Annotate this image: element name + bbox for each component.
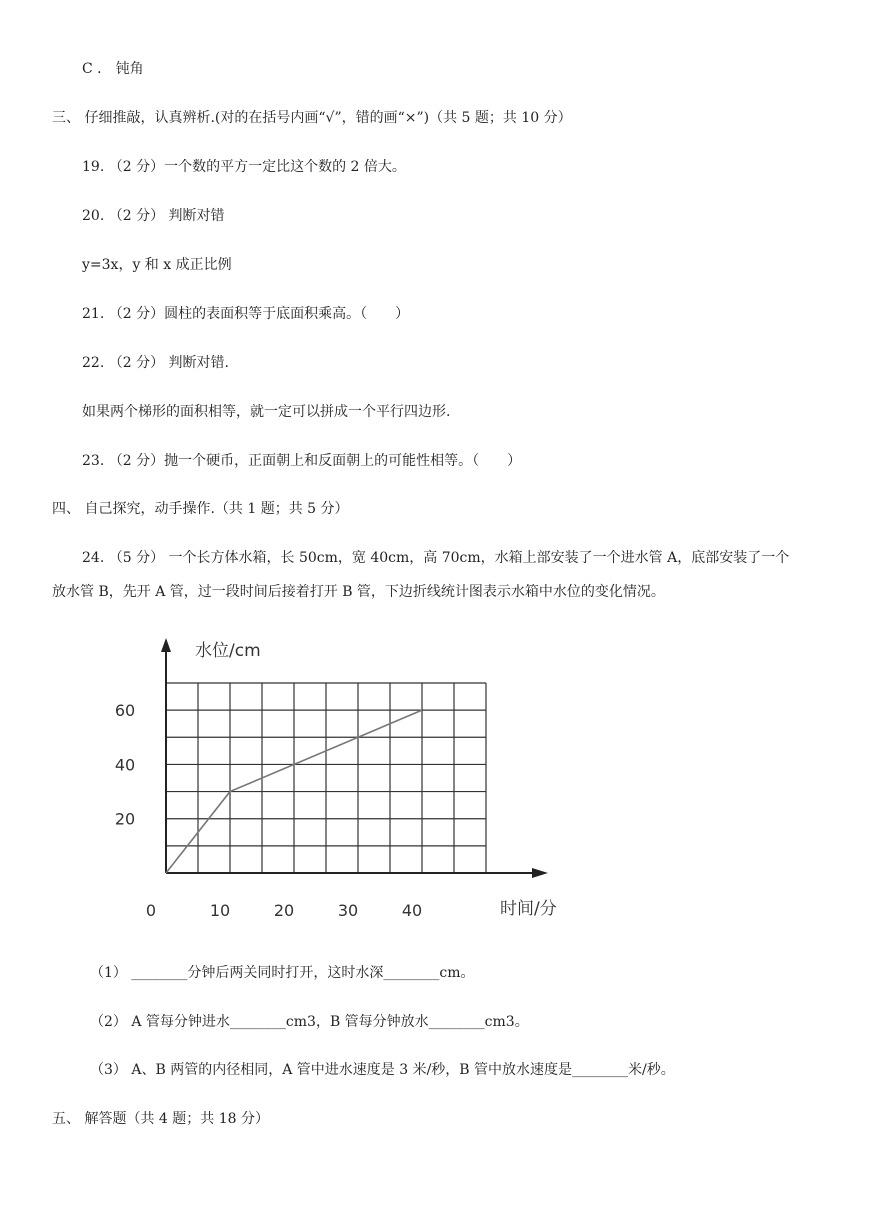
section-4-header: 四、 自己探究，动手操作.（共 1 题；共 5 分） [52, 501, 349, 517]
y-axis-label: 水位/cm [195, 641, 261, 661]
question-23: 23. （2 分）抛一个硬币，正面朝上和反面朝上的可能性相等。（ ） [82, 453, 522, 469]
x-axis-label: 时间/分 [500, 899, 557, 919]
question-20-body: y=3x，y 和 x 成正比例 [82, 257, 232, 273]
water-level-chart [100, 630, 580, 930]
question-24-line-1: 24. （5 分） 一个长方体水箱，长 50cm，宽 40cm，高 70cm，水箱上部安装了一个进水管 A，底部安装了一个 [82, 550, 790, 566]
question-22-body: 如果两个梯形的面积相等，就一定可以拼成一个平行四边形. [82, 404, 451, 420]
sub-question-2: （2） A 管每分钟进水________cm3，B 管每分钟放水________cm3。 [90, 1014, 529, 1030]
y-tick-label: 40 [114, 755, 136, 775]
section-5-header: 五、 解答题（共 4 题；共 18 分） [52, 1111, 269, 1127]
sub-question-1: （1） ________分钟后两关同时打开，这时水深________cm。 [90, 965, 475, 981]
x-tick-label: 40 [401, 901, 423, 920]
question-22: 22. （2 分） 判断对错. [82, 355, 229, 371]
sub-question-3: （3） A、B 两管的内径相同，A 管中进水速度是 3 米/秒，B 管中放水速度是________米/秒。 [90, 1062, 675, 1078]
question-20: 20. （2 分） 判断对错 [82, 208, 225, 224]
section-3-header: 三、 仔细推敲，认真辨析.(对的在括号内画“√”，错的画“×”)（共 5 题；共 10 分） [52, 110, 572, 126]
x-tick-label: 10 [209, 901, 231, 920]
y-tick-label: 60 [114, 701, 136, 721]
water-level-line-chart [100, 630, 580, 930]
x-tick-label: 30 [337, 901, 359, 920]
x-tick-label: 0 [145, 901, 157, 920]
question-21: 21. （2 分）圆柱的表面积等于底面积乘高。（ ） [82, 306, 410, 322]
question-19: 19. （2 分）一个数的平方一定比这个数的 2 倍大。 [82, 159, 406, 175]
option-c: C ． 钝角 [82, 61, 144, 77]
x-axis-arrow-icon [532, 868, 548, 878]
y-axis-arrow-icon [161, 638, 171, 652]
question-24-line-2: 放水管 B，先开 A 管，过一段时间后接着打开 B 管，下边折线统计图表示水箱中水位的变化情况。 [52, 584, 665, 600]
y-tick-label: 20 [114, 809, 136, 829]
x-tick-label: 20 [273, 901, 295, 920]
